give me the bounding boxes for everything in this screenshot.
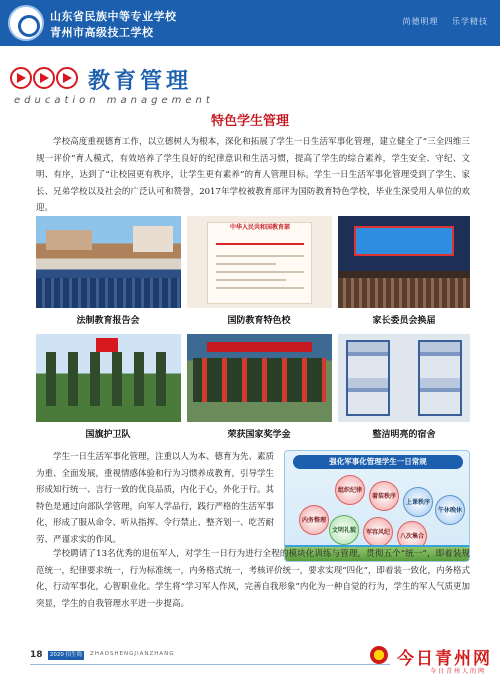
caption-defense-school: 国防教育特色校 — [227, 316, 291, 326]
issue-badge: 2020 招生简 — [49, 652, 83, 658]
bubble-housekeeping: 内务整理 — [299, 505, 329, 535]
motto-1: 尚德明理 — [402, 17, 439, 26]
article-title: 特色学生管理 — [210, 114, 289, 129]
page-number: 18 — [30, 650, 43, 660]
footer-divider — [30, 664, 390, 665]
article-paragraph-2: 学生一日生活军事化管理，注重以人为本、德育为先、素质为重、全面发展，重视情感体验和行为习惯养成教育，引导学生形成知行统一、言行一致的优良品质，内化于心，外化于行。其特色是通过向部队学管理，向军人学品行，践行严格的生活军事化，形成了服从命令、听从指挥、令行禁止、整齐划一、吃苦耐劳、严谨求实的作风。 — [36, 452, 275, 545]
caption-scholarship: 荣获国家奖学金 — [227, 430, 291, 440]
bubble-civility: 文明礼貌 — [329, 515, 359, 545]
section-title: 教育管理 — [88, 69, 193, 94]
page-footer — [0, 644, 500, 678]
school-motto — [392, 16, 488, 27]
article-paragraph-1: 学校高度重视德育工作，以立德树人为根本，深化和拓展了学生一日生活军事化管理，建立健全了“三全四维三规一评价”育人模式，有效培养了学生良好的纪律意识和生活习惯，提高了学生的综合素养，学生安全、守纪、文明、有序，达到了“让校园更有秩序，让学生更有素养”的育人管理目标。学生一日生活军事化管理受到了学生、家长、兄弟学校以及社会的广泛认可和赞誉，2017年学校被教育部评为国防教育特色学校，毕业生深受用人单位的欢迎。 — [36, 137, 470, 213]
caption-parent-committee: 家长委员会换届 — [372, 316, 436, 326]
document-heading: 中华人民共和国教育部 — [229, 224, 290, 231]
caption-dormitory: 整洁明亮的宿舍 — [372, 430, 436, 440]
watermark-name: 今日青州网 — [397, 649, 492, 669]
photo-scholarship — [187, 334, 332, 422]
bubble-discipline: 组织纪律 — [335, 475, 365, 505]
bubble-assembly: 八次集合 — [397, 521, 427, 551]
photo-law-lecture — [36, 216, 181, 308]
watermark-sub: 今日青州人的网 — [429, 668, 486, 675]
page-header — [0, 0, 500, 46]
footer-brand: ZHAOSHENGJIANZHANG — [90, 651, 175, 657]
caption-flag-guard: 国旗护卫队 — [85, 430, 131, 440]
diagram-title: 强化军事化管理学生一日常规 — [293, 455, 463, 469]
bubble-military-bearing: 军容风纪 — [363, 517, 393, 547]
school-logo-icon — [8, 5, 44, 41]
caption-law-lecture: 法制教育报告会 — [76, 316, 140, 326]
photo-parent-committee — [338, 216, 470, 308]
school-name-secondary: 青州市高级技工学校 — [50, 26, 154, 39]
photo-flag-guard — [36, 334, 181, 422]
bubble-rest: 午休晚休 — [435, 495, 465, 525]
motto-2: 乐学精技 — [452, 17, 488, 26]
school-name-primary: 山东省民族中等专业学校 — [50, 10, 177, 23]
watermark-logo-icon — [370, 646, 388, 664]
photo-defense-school-document — [187, 216, 332, 308]
bubble-dress-order: 着装秩序 — [369, 481, 399, 511]
photo-dormitory — [338, 334, 470, 422]
section-subtitle-en: education management — [14, 95, 214, 106]
bubble-class-order: 上课秩序 — [403, 487, 433, 517]
play-arrows-icon — [10, 67, 82, 91]
article-paragraph-3: 学校聘请了13名优秀的退伍军人，对学生一日行为进行全程的模块化训练与管理，贯彻五个“统一”，即着装规范统一，纪律要求统一，行为标准统一，内务格式统一，考核评价统一，要求实现“四化”，即着装一致化，内务格式化，行动军事化，心智职业化。学生将“学习军人作风，完善自我形象”内化为一种自觉的行为，学生的军人气质更加突显，学生的自我管理水平进一步提高。 — [36, 549, 470, 609]
